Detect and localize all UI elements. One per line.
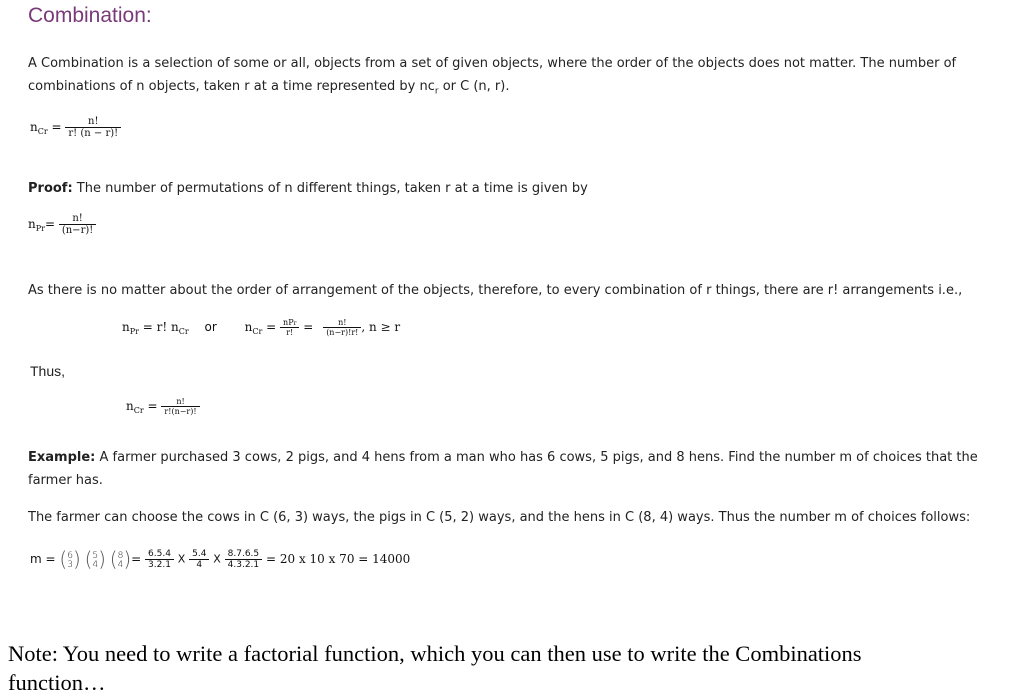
arrangement-text: As there is no matter about the order of arrangement of the objects, therefore, to every combination of r things, there are r! arrangements i.e., (28, 283, 963, 298)
formula5-times-2: X (213, 552, 221, 566)
formula5-f2-num: 5.4 (192, 548, 207, 559)
formula3-or: or (204, 320, 217, 334)
formula5-fraction-3 (225, 549, 263, 570)
formula2-lhs: n (28, 217, 36, 231)
formula2-fraction (59, 213, 96, 236)
formula5-eq: = (131, 552, 142, 566)
formula5-result: = 20 x 10 x 70 = 14000 (265, 552, 411, 566)
formula3-frac2-den: (n−r)!r! (323, 327, 361, 337)
formula3-mid-sub: Cr (178, 327, 189, 336)
choose-text: The farmer can choose the cows in C (6, 3) ways, the pigs in C (5, 2) ways, and the hens in C (8, 4) ways. Thus the number m of choices follows: (28, 510, 971, 525)
formula5-f3-den: 4.3.2.1 (225, 559, 263, 570)
formula1-lhs: n (30, 120, 38, 134)
formula5-f1-num: 6.5.4 (148, 548, 171, 559)
thus-label: Thus, (30, 363, 66, 379)
formula3-condition: , n ≥ r (361, 320, 401, 334)
note-line-1: Note: You need to write a factorial function, which you can then use to write the Combinations (8, 641, 862, 666)
example-line-1 (28, 446, 978, 469)
formula4-den: r!(n−r)! (161, 406, 199, 416)
formula4-num: n! (176, 397, 185, 406)
formula1-fraction (65, 116, 121, 139)
formula2-num: n! (72, 213, 83, 224)
formula2-den: (n−r)! (59, 224, 96, 236)
example-text: A farmer purchased 3 cows, 2 pigs, and 4 hens from a man who has 6 cows, 5 pigs, and 8 hens. Find the number m of choices that the (95, 450, 978, 465)
formula3-frac1-num: nPr (283, 318, 297, 327)
formula3-frac1-den: r! (280, 327, 299, 337)
binomial-6-3: ( 6 3 ) (59, 547, 81, 571)
formula4-lhs-sub: Cr (133, 406, 144, 415)
formula3-left: n (122, 320, 130, 334)
intro-text-pre: combinations of n objects, taken r at a time represented by nc (28, 79, 435, 94)
formula2-lhs-sub: Pr (35, 224, 45, 233)
formula1-lhs-sub: Cr (37, 127, 48, 136)
formula1-num: n! (88, 116, 99, 127)
example-formula (30, 547, 410, 571)
intro-text-post: or C (n, r). (438, 79, 510, 94)
example-label: Example: (28, 450, 96, 465)
formula5-m: m = (30, 552, 56, 566)
formula3-eq2: = (303, 320, 314, 334)
note-line-2: function… (8, 670, 106, 695)
permutation-formula (28, 213, 96, 236)
combination-result-formula (126, 397, 200, 416)
formula4-fraction (161, 397, 199, 416)
formula1-eq: = (51, 120, 62, 134)
relation-formula (122, 318, 400, 337)
formula5-f1-den: 3.2.1 (145, 559, 174, 570)
intro-line-2 (28, 75, 509, 104)
intro-line-1: A Combination is a selection of some or all, objects from a set of given objects, where the order of the objects does not matter. The number of (28, 56, 957, 71)
formula2-eq: = (44, 217, 56, 231)
formula3-fraction-1 (280, 318, 299, 337)
intro-sub: r (434, 86, 439, 97)
formula1-den: r! (n − r)! (65, 127, 121, 139)
binomial-8-4: ( 8 4 ) (109, 547, 132, 571)
formula5-fraction-1 (145, 549, 174, 570)
page-title: Combination: (28, 4, 152, 27)
proof-label: Proof: (28, 181, 73, 196)
proof-text: The number of permutations of n different things, taken r at a time is given by (72, 181, 588, 196)
formula3-right: n (244, 320, 253, 334)
formula5-f3-num: 8.7.6.5 (227, 548, 260, 559)
formula3-eq: = (266, 320, 277, 334)
binomial-5-4: ( 5 4 ) (84, 547, 106, 571)
formula3-fraction-2 (323, 318, 361, 337)
formula3-right-sub: Cr (252, 327, 263, 336)
formula5-times-1: X (177, 552, 186, 566)
proof-line (28, 177, 588, 200)
combination-formula (30, 116, 121, 139)
formula3-frac2-num: n! (338, 318, 347, 327)
formula3-mid: = r! n (138, 320, 179, 334)
formula5-f2-den: 4 (189, 559, 209, 570)
formula5-fraction-2 (189, 549, 209, 570)
formula3-left-sub: Pr (129, 327, 139, 336)
example-line-2: farmer has. (28, 473, 103, 488)
formula4-lhs: n (126, 399, 134, 413)
formula4-eq: = (147, 399, 158, 413)
